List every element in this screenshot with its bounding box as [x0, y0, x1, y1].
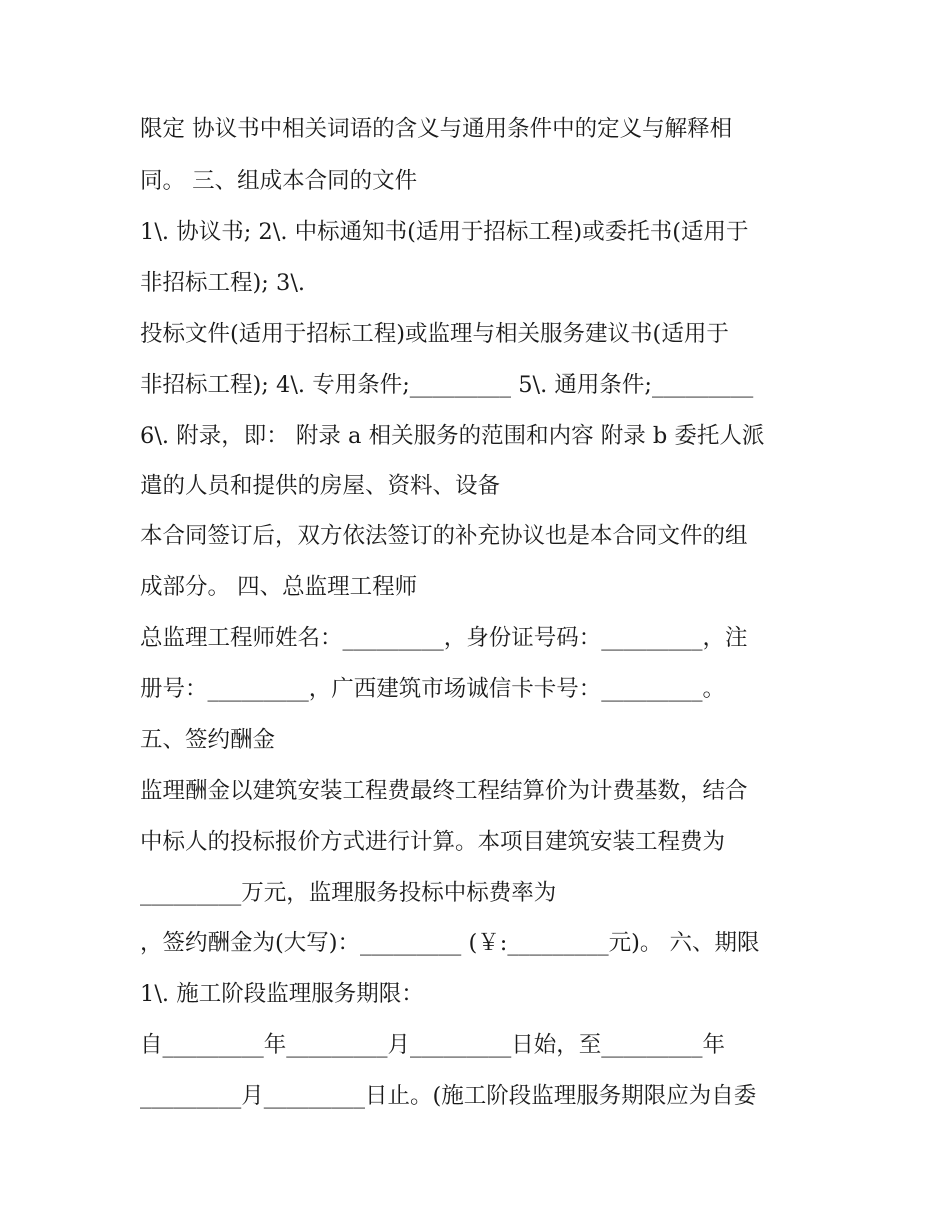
text-line-16: _________万元，监理服务投标中标费率为 [140, 880, 557, 906]
text-line-12: 册号：_________，广西建筑市场诚信卡卡号：_________。 [140, 676, 726, 702]
text-line-17: ，签约酬金为(大写)：_________ (￥:_________元)。 六、期限 [140, 930, 760, 956]
text-line-1: 限定 协议书中相关词语的含义与通用条件中的定义与解释相 [140, 116, 733, 142]
text-line-18: 1\. 施工阶段监理服务期限： [140, 981, 424, 1007]
text-line-19: 自_________年_________月_________日始，至_________年 [140, 1032, 726, 1058]
text-line-6: 非招标工程); 4\. 专用条件;_________ 5\. 通用条件;_________ [140, 372, 754, 398]
text-line-2: 同。 三、组成本合同的文件 [140, 168, 418, 194]
text-line-14: 监理酬金以建筑安装工程费最终工程结算价为计费基数，结合 [140, 778, 748, 804]
text-line-10: 成部分。 四、总监理工程师 [140, 574, 418, 600]
text-line-13: 五、签约酬金 [140, 727, 276, 753]
text-line-3: 1\. 协议书; 2\. 中标通知书(适用于招标工程)或委托书(适用于 [140, 219, 749, 245]
text-line-11: 总监理工程师姓名：_________，身份证号码：_________，注 [140, 625, 748, 651]
text-line-7: 6\. 附录，即： 附录 a 相关服务的范围和内容 附录 b 委托人派 [140, 423, 765, 449]
text-line-8: 遣的人员和提供的房屋、资料、设备 [140, 473, 501, 499]
text-line-15: 中标人的投标报价方式进行计算。本项目建筑安装工程费为 [140, 829, 726, 855]
text-line-5: 投标文件(适用于招标工程)或监理与相关服务建议书(适用于 [140, 321, 729, 347]
text-line-4: 非招标工程); 3\. [140, 270, 306, 296]
text-line-20: _________月_________日止。(施工阶段监理服务期限应为自委 [140, 1083, 757, 1109]
text-line-9: 本合同签订后，双方依法签订的补充协议也是本合同文件的组 [140, 523, 748, 549]
